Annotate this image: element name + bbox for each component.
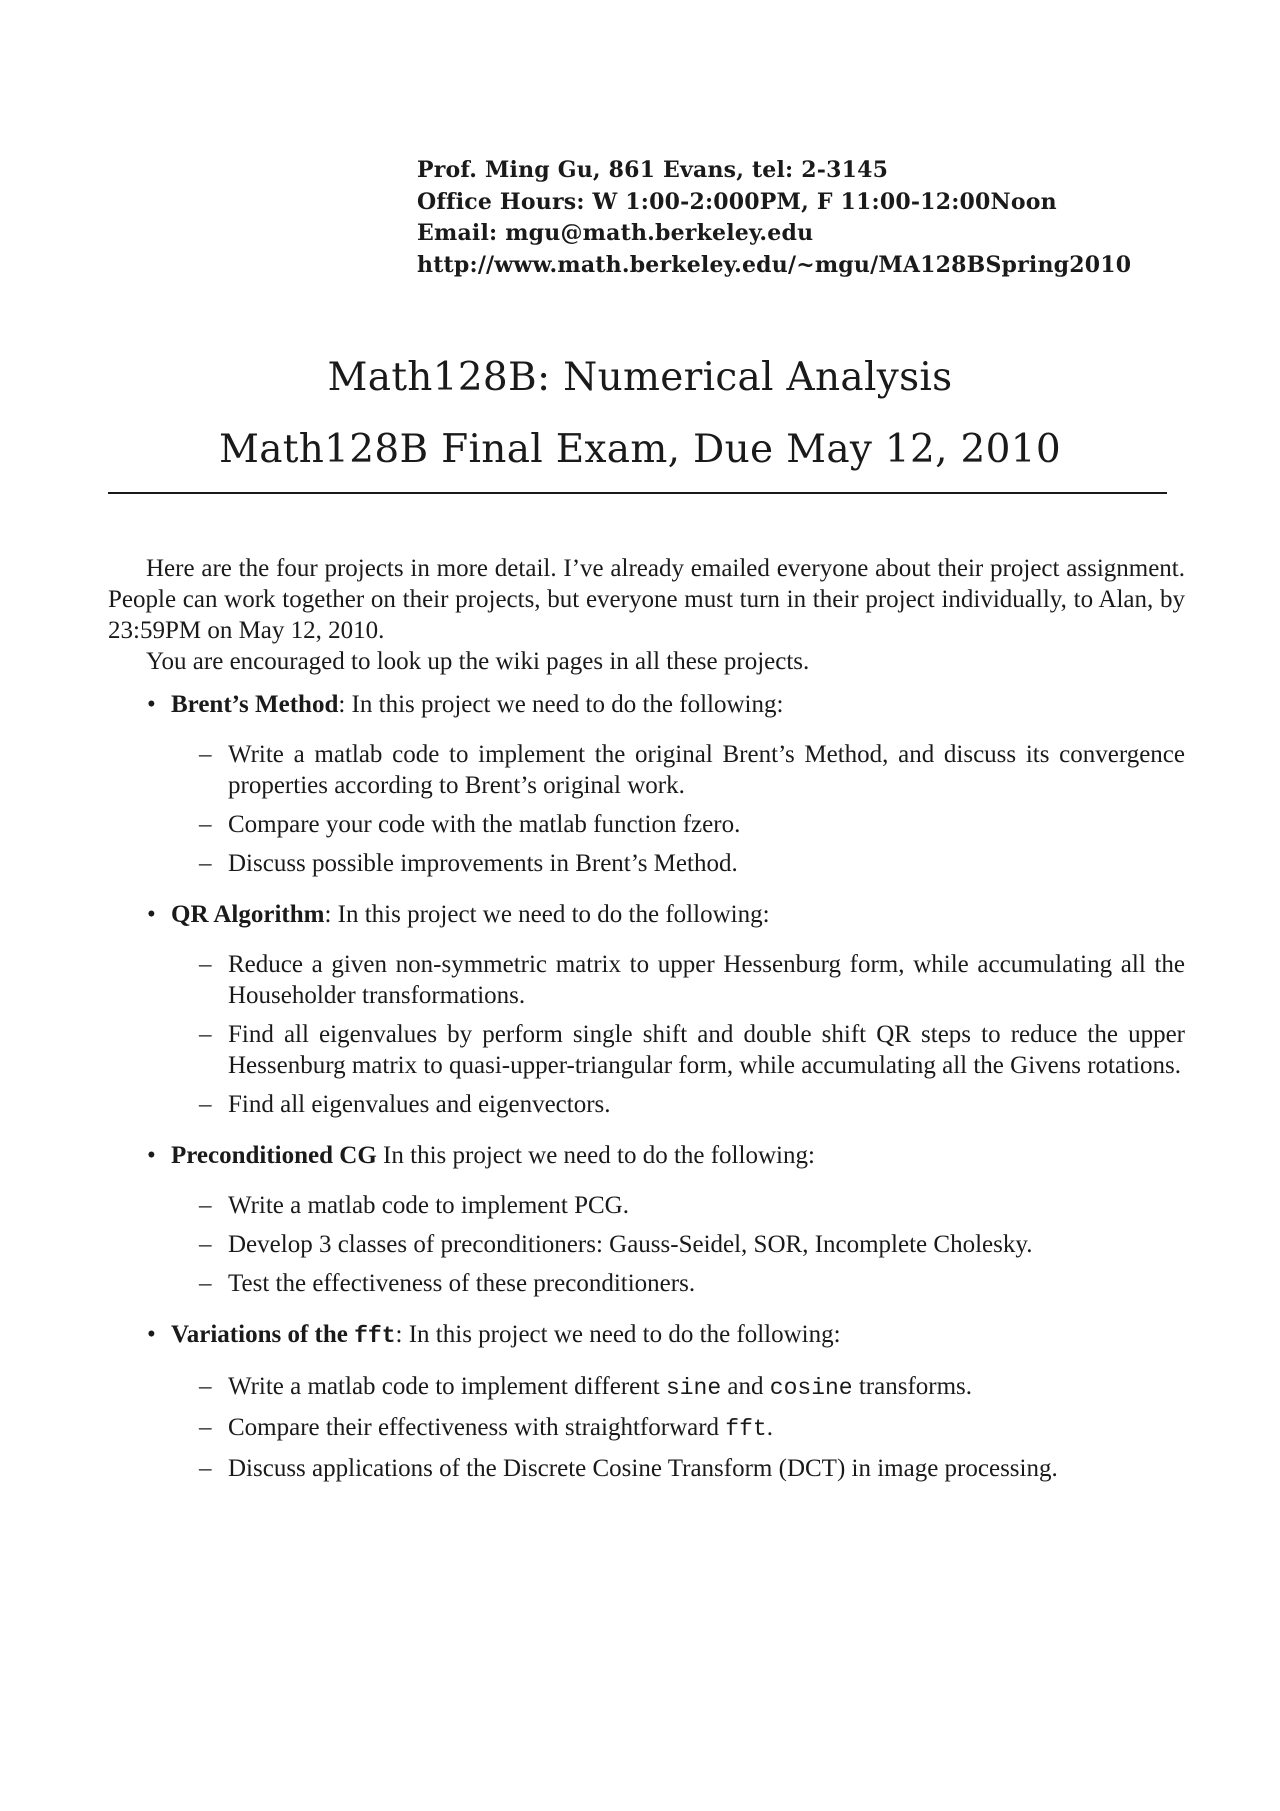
project-intro: : In this project we need to do the following: — [338, 691, 784, 718]
task-item — [199, 739, 1185, 801]
task-text: Find all eigenvalues by perform single shift and double shift QR steps to reduce the upper Hessenburg matrix to quasi-upper-triangular form, while accumulating all the Givens rotations. — [228, 1021, 1185, 1079]
task-text: and — [721, 1373, 770, 1400]
project-item-preconditioned-cg — [147, 1140, 1185, 1299]
task-text: Write a matlab code to implement PCG. — [228, 1192, 629, 1219]
task-item — [199, 809, 1185, 840]
task-list — [171, 739, 1185, 879]
project-name — [171, 1321, 396, 1348]
project-heading — [171, 689, 1185, 720]
project-name-code: fft — [354, 1323, 396, 1349]
dash-marker: – — [199, 850, 212, 877]
task-item — [199, 1453, 1185, 1484]
task-text: Write a matlab code to implement the original Brent’s Method, and discuss its convergence properties according to Brent’s original work. — [228, 741, 1185, 799]
task-item — [199, 1190, 1185, 1221]
dash-marker: – — [199, 741, 212, 768]
project-name: Brent’s Method — [171, 691, 339, 718]
email-line: Email: mgu@math.berkeley.edu — [417, 220, 814, 246]
task-list — [171, 949, 1185, 1120]
bullet-marker: • — [147, 1142, 156, 1169]
project-intro: : In this project we need to do the following: — [324, 901, 770, 928]
task-text: Compare your code with the matlab function fzero. — [228, 811, 741, 838]
project-intro: In this project we need to do the following: — [376, 1142, 815, 1169]
task-text: Write a matlab code to implement different — [228, 1373, 666, 1400]
task-item — [199, 1229, 1185, 1260]
project-heading — [171, 899, 1185, 930]
task-text: transforms. — [852, 1373, 973, 1400]
task-text: Compare their effectiveness with straightforward — [228, 1414, 726, 1441]
instructor-line: Prof. Ming Gu, 861 Evans, tel: 2-3145 — [417, 157, 889, 183]
dash-marker: – — [199, 1414, 212, 1441]
task-text: Discuss applications of the Discrete Cosine Transform (DCT) in image processing. — [228, 1455, 1058, 1482]
dash-marker: – — [199, 1231, 212, 1258]
dash-marker: – — [199, 1021, 212, 1048]
task-text: Reduce a given non-symmetric matrix to upper Hessenburg form, while accumulating all the Householder transformations. — [228, 951, 1185, 1009]
document-body — [108, 553, 1185, 1504]
task-text: . — [766, 1414, 773, 1441]
project-heading — [171, 1140, 1185, 1171]
dash-marker: – — [199, 1373, 212, 1400]
wiki-note-paragraph: You are encouraged to look up the wiki pages in all these projects. — [146, 648, 810, 675]
task-item — [199, 949, 1185, 1011]
title-rule — [108, 492, 1167, 494]
project-intro: : In this project we need to do the following: — [395, 1321, 841, 1348]
bullet-marker: • — [147, 1321, 156, 1348]
task-text: Find all eigenvalues and eigenvectors. — [228, 1091, 611, 1118]
task-text: Develop 3 classes of preconditioners: Gauss-Seidel, SOR, Incomplete Cholesky. — [228, 1231, 1033, 1258]
task-item — [199, 1019, 1185, 1081]
project-list — [108, 689, 1185, 1484]
project-name-text: Variations of the — [171, 1321, 348, 1348]
dash-marker: – — [199, 1091, 212, 1118]
project-item-brents-method — [147, 689, 1185, 879]
task-code: sine — [665, 1375, 722, 1401]
task-item — [199, 1268, 1185, 1299]
task-item — [199, 1412, 1185, 1445]
bullet-marker: • — [147, 901, 156, 928]
instructor-info — [417, 155, 1131, 281]
task-code: fft — [725, 1416, 767, 1442]
dash-marker: – — [199, 951, 212, 978]
dash-marker: – — [199, 1270, 212, 1297]
dash-marker: – — [199, 811, 212, 838]
bullet-marker: • — [147, 691, 156, 718]
dash-marker: – — [199, 1192, 212, 1219]
project-heading — [171, 1319, 1185, 1352]
project-name: Preconditioned CG — [171, 1142, 377, 1169]
task-text: Test the effectiveness of these preconditioners. — [228, 1270, 696, 1297]
task-text: Discuss possible improvements in Brent’s Method. — [228, 850, 738, 877]
task-list — [171, 1371, 1185, 1484]
course-title: Math128B: Numerical Analysis — [327, 355, 953, 400]
task-item — [199, 848, 1185, 879]
intro-paragraph: Here are the four projects in more detail. I’ve already emailed everyone about their project assignment. People can work together on their projects, but everyone must turn in their project individually, to Alan, by 23:59PM on May 12, 2010. — [108, 555, 1185, 644]
office-hours-line: Office Hours: W 1:00-2:000PM, F 11:00-12:00Noon — [417, 188, 1057, 215]
task-list — [171, 1190, 1185, 1299]
dash-marker: – — [199, 1455, 212, 1482]
project-name: QR Algorithm — [171, 901, 325, 928]
task-item — [199, 1089, 1185, 1120]
task-code: cosine — [769, 1375, 853, 1401]
project-item-qr-algorithm — [147, 899, 1185, 1120]
project-item-fft-variations — [147, 1319, 1185, 1484]
task-item — [199, 1371, 1185, 1404]
exam-title: Math128B Final Exam, Due May 12, 2010 — [219, 427, 1061, 472]
course-url-line: http://www.math.berkeley.edu/~mgu/MA128BSpring2010 — [417, 251, 1132, 278]
